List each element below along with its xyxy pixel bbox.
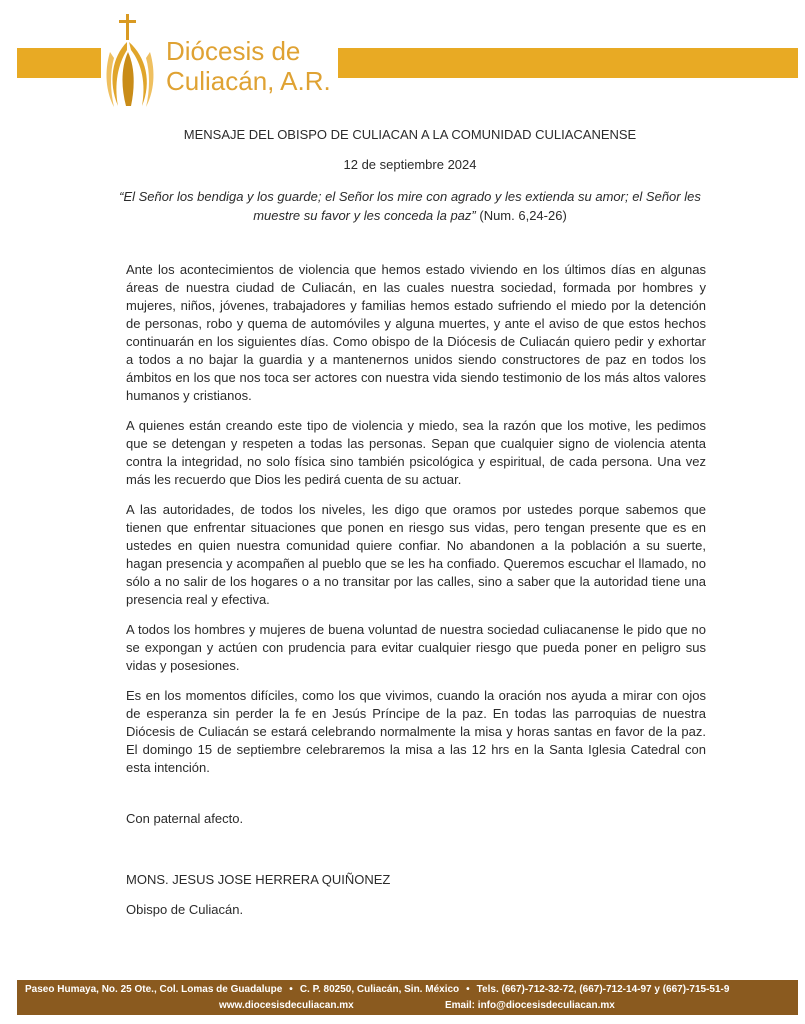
header-band-right — [338, 48, 798, 78]
closing-line: Con paternal afecto. — [126, 811, 244, 826]
header-band-left — [17, 48, 101, 78]
diocese-logo-name — [166, 36, 331, 96]
bible-quote-text: “El Señor los bendiga y los guarde; el Señor los mire con agrado y les extienda su amor; el Señor les muestre su favor y les conceda la paz” — [119, 189, 701, 223]
logo-name-line1: Diócesis de — [166, 36, 301, 66]
footer-address: Paseo Humaya, No. 25 Ote., Col. Lomas de Guadalupe — [25, 984, 283, 995]
logo-name-line2: Culiacán, A.R. — [166, 66, 331, 96]
paragraph: A las autoridades, de todos los niveles, les digo que oramos por ustedes porque sabemos que tienen que enfrentar situaciones que ponen en riesgo sus vidas, pero tengan presente que es en ustedes en quien nuestra comunidad quiere confiar. No abandonen a la población a su suerte, hagan presencia y acompañen al pueblo que se les ha confiado. Queremos escuchar el llamado, no sólo a no salir de los hogares o a no transitar por las calles, sino a saber que la autoridad tiene una presencia real y efectiva. — [126, 502, 706, 607]
signature-name: MONS. JESUS JOSE HERRERA QUIÑONEZ — [126, 872, 391, 887]
footer-postal: C. P. 80250, Culiacán, Sin. México — [299, 984, 460, 995]
paragraph: A quienes están creando este tipo de violencia y miedo, sea la razón que los motive, les pedimos que se detengan y respeten a todas las personas. Sepan que cualquier signo de violencia atenta contra la integridad, no solo física sino también psicológica y espiritual, de cada persona. Una vez más les recuerdo que Dios les pedirá cuenta de su actuar. — [126, 418, 706, 487]
paragraph: A todos los hombres y mujeres de buena voluntad de nuestra sociedad culiacanense le pido que no se expongan y actúen con prudencia para evitar cualquier riesgo que pueda poner en peligro sus vidas y posesiones. — [126, 622, 706, 673]
footer-separator: • — [466, 984, 470, 995]
footer-separator: • — [289, 984, 293, 995]
cross-candle-flame-icon — [104, 12, 156, 110]
footer-website-link[interactable]: www.diocesisdeculiacan.mx — [219, 1000, 354, 1011]
footer-bar — [17, 980, 798, 1015]
document-title: MENSAJE DEL OBISPO DE CULIACAN A LA COMUNIDAD CULIACANENSE — [183, 127, 637, 142]
paragraph: Es en los momentos difíciles, como los que vivimos, cuando la oración nos ayuda a mirar con ojos de esperanza sin perder la fe en Jesús Príncipe de la paz. En todas las parroquias de nuestra Diócesis de Culiacán se estará celebrando normalmente la misa y horas santas en favor de la paz. El domingo 15 de septiembre celebraremos la misa a las 12 hrs en la Santa Iglesia Catedral con esta intención. — [126, 688, 706, 775]
footer-phones: Tels. (667)-712-32-72, (667)-712-14-97 y (667)-715-51-9 — [476, 984, 730, 995]
document-date: 12 de septiembre 2024 — [343, 157, 477, 172]
signature-role: Obispo de Culiacán. — [126, 902, 244, 917]
paragraph: Ante los acontecimientos de violencia que hemos estado viviendo en los últimos días en algunas áreas de nuestra ciudad de Culiacán, en las cuales nuestra sociedad, formada por hombres y mujeres, niños, jóvenes, trabajadores y familias hemos estado sufriendo el miedo por la detención de personas, robo y quema de automóviles y alguna muertes, y ante el aviso de que estos hechos continuarán en los siguientes días. Como obispo de la Diócesis de Culiacán quiero pedir y exhortar a todos a no bajar la guardia y a mantenernos unidos siendo constructores de paz en todos los ámbitos en los que nos toca ser actores con nuestra vida siendo testimonio de los más altos valores humanos y cristianos. — [126, 262, 706, 403]
letter-body — [126, 261, 706, 789]
footer-contact-line — [25, 984, 729, 995]
footer-email-link[interactable]: Email: info@diocesisdeculiacan.mx — [445, 1000, 615, 1011]
bible-quote — [112, 187, 708, 225]
bible-quote-reference: (Num. 6,24-26) — [475, 208, 567, 223]
